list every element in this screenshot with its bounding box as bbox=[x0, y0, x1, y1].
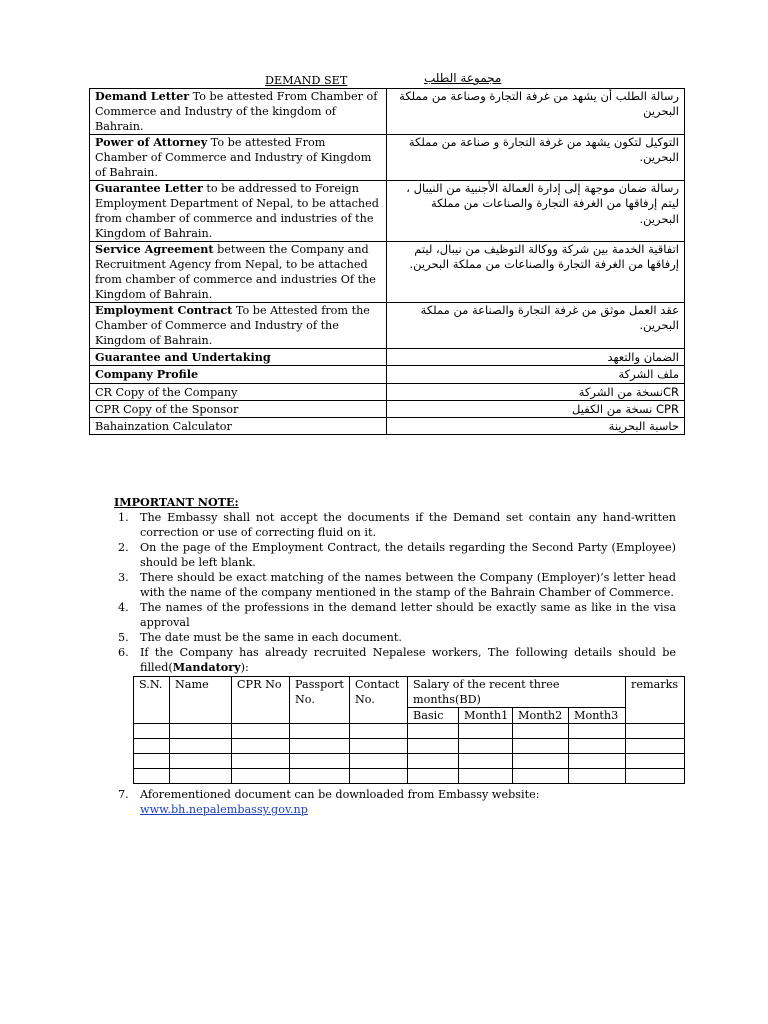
document-name: Guarantee and Undertaking bbox=[95, 350, 271, 364]
document-name: Service Agreement bbox=[95, 242, 214, 256]
document-english bbox=[90, 366, 387, 383]
workers-cell bbox=[170, 724, 232, 739]
workers-cell bbox=[134, 724, 170, 739]
title-arabic: مجموعة الطلب bbox=[424, 71, 502, 85]
document-name: Company Profile bbox=[95, 367, 199, 382]
workers-details-table bbox=[133, 676, 685, 784]
document-row bbox=[90, 349, 685, 366]
subheader-month1: Month1 bbox=[459, 708, 513, 724]
document-english bbox=[90, 242, 387, 303]
header-salary: Salary of the recent three months(BD) bbox=[408, 677, 626, 708]
header-remarks: remarks bbox=[626, 677, 685, 724]
workers-cell bbox=[290, 739, 350, 754]
note-item: 5. The date must be the same in each document. bbox=[118, 631, 402, 644]
workers-cell bbox=[232, 754, 290, 769]
header-contact: Contact No. bbox=[350, 677, 408, 724]
document-description: To be attested From Chamber of Commerce and Industry of the kingdom of Bahrain. bbox=[95, 90, 378, 133]
document-arabic: الضمان والتعهد bbox=[387, 349, 685, 366]
subheader-month2: Month2 bbox=[513, 708, 569, 724]
document-row bbox=[90, 303, 685, 349]
workers-cell bbox=[170, 739, 232, 754]
workers-cell bbox=[350, 724, 408, 739]
note-item: 4. The names of the professions in the demand letter should be exactly same as like in the visa approval bbox=[118, 601, 676, 629]
document-row bbox=[90, 366, 685, 383]
workers-cell bbox=[408, 769, 459, 784]
workers-cell bbox=[350, 754, 408, 769]
document-description: between the Company and Recruitment Agency from Nepal, to be attached from chamber of commerce and industries Of the Kingdom of Bahrain. bbox=[95, 243, 376, 301]
workers-empty-row bbox=[134, 769, 685, 784]
workers-empty-row bbox=[134, 754, 685, 769]
header-cpr: CPR No bbox=[232, 677, 290, 724]
note-item: 6. If the Company has already recruited Nepalese workers, The following details should be filled(Mandatory): bbox=[118, 646, 676, 674]
document-row bbox=[90, 135, 685, 181]
document-row bbox=[90, 89, 685, 135]
workers-cell bbox=[408, 739, 459, 754]
embassy-website-link[interactable]: www.bh.nepalembassy.gov.np bbox=[140, 803, 308, 816]
document-english bbox=[90, 400, 387, 417]
workers-cell bbox=[290, 754, 350, 769]
note-item: 3. There should be exact matching of the names between the Company (Employer)’s letter head with the name of the company mentioned in the stamp of the Bahrain Chamber of Commerce. bbox=[118, 571, 676, 599]
document-arabic: ملف الشركة bbox=[387, 366, 685, 383]
workers-empty-row bbox=[134, 724, 685, 739]
workers-cell bbox=[232, 724, 290, 739]
workers-cell bbox=[459, 769, 513, 784]
title-english: DEMAND SET bbox=[265, 74, 348, 87]
document-description: CPR Copy of the Sponsor bbox=[95, 402, 239, 416]
document-english bbox=[90, 383, 387, 400]
note-item-download: 7. Aforementioned document can be downloaded from Embassy website: www.bh.nepalembassy.gov.np bbox=[118, 788, 540, 816]
subheader-basic: Basic bbox=[408, 708, 459, 724]
workers-cell bbox=[408, 754, 459, 769]
workers-cell bbox=[513, 724, 569, 739]
workers-cell bbox=[290, 724, 350, 739]
document-name: Power of Attorney bbox=[95, 135, 208, 149]
header-sn: S.N. bbox=[134, 677, 170, 724]
document-arabic: اتفاقية الخدمة بين شركة ووكالة التوظيف من نيبال، ليتم إرفاقها من الغرفة التجارة والصناعات من مملكة البحرين. bbox=[387, 242, 685, 303]
workers-cell bbox=[134, 754, 170, 769]
header-passport: Passport No. bbox=[290, 677, 350, 724]
workers-cell bbox=[569, 769, 626, 784]
workers-cell bbox=[232, 739, 290, 754]
document-arabic: رسالة ضمان موجهة إلى إدارة العمالة الأجنبية من النيبال ، ليتم إرفاقها من الغرفة التجارة والصناعات من مملكة البحرين. bbox=[387, 181, 685, 242]
header-name: Name bbox=[170, 677, 232, 724]
document-english bbox=[90, 135, 387, 181]
document-row bbox=[90, 181, 685, 242]
document-english bbox=[90, 303, 387, 349]
workers-cell bbox=[290, 769, 350, 784]
document-name: Employment Contract bbox=[95, 303, 233, 317]
document-arabic: عقد العمل موثق من غرفة التجارة والصناعة من مملكة البحرين. bbox=[387, 303, 685, 349]
document-name: Guarantee Letter bbox=[95, 181, 203, 195]
document-english bbox=[90, 418, 387, 435]
document-description: Bahainzation Calculator bbox=[95, 420, 232, 434]
workers-cell bbox=[626, 754, 685, 769]
workers-cell bbox=[350, 739, 408, 754]
workers-cell bbox=[459, 739, 513, 754]
workers-empty-row bbox=[134, 739, 685, 754]
workers-cell bbox=[350, 769, 408, 784]
notes-list bbox=[118, 510, 676, 675]
document-description: To be attested From Chamber of Commerce and Industry of Kingdom of Bahrain. bbox=[95, 136, 372, 179]
document-row bbox=[90, 400, 685, 417]
document-description: CR Copy of the Company bbox=[95, 385, 238, 399]
workers-cell bbox=[513, 739, 569, 754]
workers-cell bbox=[134, 769, 170, 784]
note-item: 2. On the page of the Employment Contract, the details regarding the Second Party (Employee) should be left blank. bbox=[118, 541, 676, 569]
document-english bbox=[90, 181, 387, 242]
document-arabic: حاسبة البحرينة bbox=[387, 418, 685, 435]
documents-table bbox=[89, 88, 685, 435]
document-description: to be addressed to Foreign Employment Department of Nepal, to be attached from chamber of commerce and industries of the Kingdom of Bahrain. bbox=[95, 182, 379, 240]
document-arabic: رسالة الطلب أن يشهد من غرفة التجارة وصناعة من مملكة البحرين bbox=[387, 89, 685, 135]
important-note-title: IMPORTANT NOTE: bbox=[114, 495, 239, 509]
document-arabic: CRنسخة من الشركة bbox=[387, 383, 685, 400]
document-arabic: التوكيل لتكون يشهد من غرفة التجارة و صناعة من مملكة البحرين. bbox=[387, 135, 685, 181]
document-row bbox=[90, 242, 685, 303]
document-english bbox=[90, 349, 387, 366]
document-arabic: CPR نسخة من الكفيل bbox=[387, 400, 685, 417]
workers-cell bbox=[569, 754, 626, 769]
note-item: 1. The Embassy shall not accept the documents if the Demand set contain any hand-written correction or use of correcting fluid on it. bbox=[118, 511, 676, 539]
workers-cell bbox=[513, 754, 569, 769]
workers-cell bbox=[626, 769, 685, 784]
document-english bbox=[90, 89, 387, 135]
workers-cell bbox=[459, 754, 513, 769]
workers-cell bbox=[134, 739, 170, 754]
workers-cell bbox=[408, 724, 459, 739]
workers-cell bbox=[232, 769, 290, 784]
workers-cell bbox=[170, 769, 232, 784]
document-description: To be Attested from the Chamber of Commerce and Industry of the Kingdom of Bahrain. bbox=[95, 304, 370, 347]
workers-cell bbox=[626, 739, 685, 754]
document-row bbox=[90, 383, 685, 400]
workers-cell bbox=[626, 724, 685, 739]
document-name: Demand Letter bbox=[95, 89, 190, 103]
workers-cell bbox=[569, 724, 626, 739]
workers-cell bbox=[459, 724, 513, 739]
subheader-month3: Month3 bbox=[569, 708, 626, 724]
document-row bbox=[90, 418, 685, 435]
workers-cell bbox=[513, 769, 569, 784]
workers-cell bbox=[569, 739, 626, 754]
workers-cell bbox=[170, 754, 232, 769]
